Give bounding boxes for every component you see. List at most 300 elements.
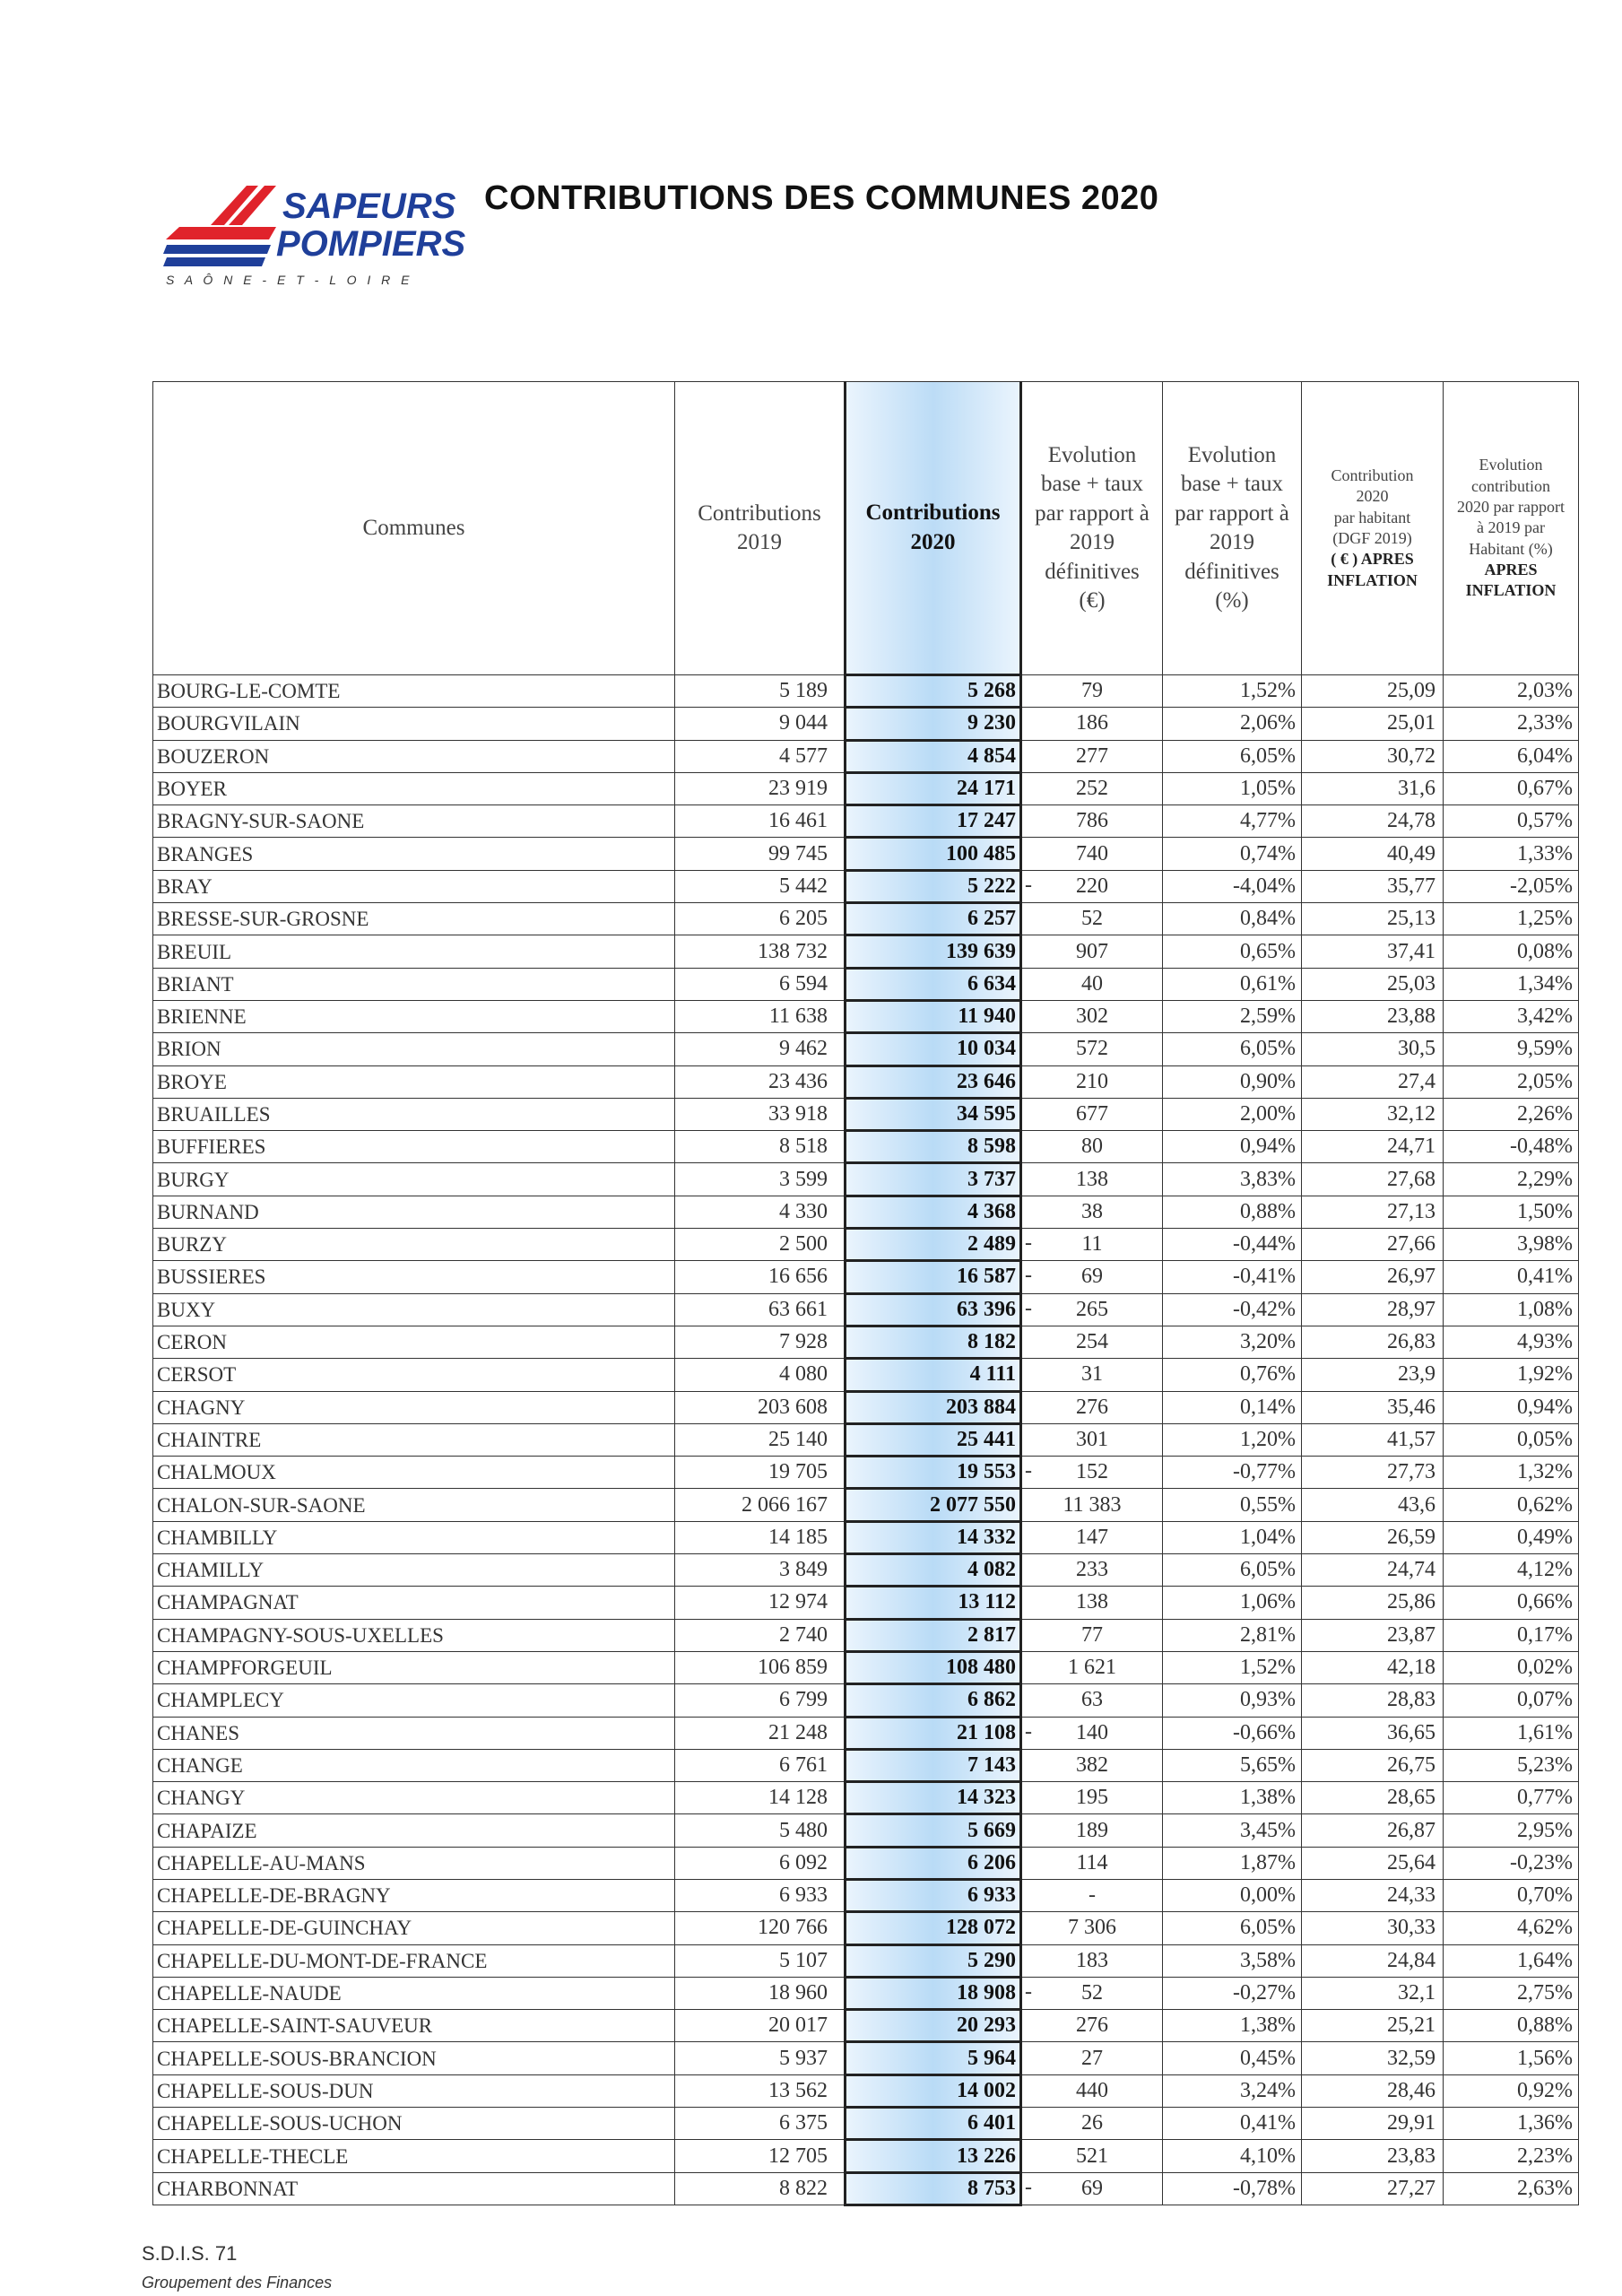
row-contribution-2020: 9 230 — [846, 708, 1021, 740]
row-contribution-par-habitant: 42,18 — [1302, 1651, 1444, 1683]
row-contribution-par-habitant: 43,6 — [1302, 1489, 1444, 1521]
row-contribution-par-habitant: 23,9 — [1302, 1359, 1444, 1391]
row-evolution-percent: 0,55% — [1163, 1489, 1302, 1521]
row-evolution-percent: 1,38% — [1163, 1782, 1302, 1814]
row-contribution-2020: 4 082 — [846, 1554, 1021, 1587]
row-contribution-par-habitant: 26,97 — [1302, 1261, 1444, 1293]
row-contribution-2019: 7 928 — [675, 1326, 846, 1358]
row-contribution-2020: 20 293 — [846, 2010, 1021, 2042]
row-evolution-euro — [1021, 1847, 1163, 1879]
table-row — [153, 1521, 1579, 1553]
row-commune-name: CHAMPFORGEUIL — [153, 1651, 675, 1683]
row-evolution-percent: 1,52% — [1163, 1651, 1302, 1683]
row-contribution-2019: 16 461 — [675, 805, 846, 838]
row-evolution-percent: 6,05% — [1163, 1033, 1302, 1065]
evolution-value: 69 — [1081, 2176, 1103, 2200]
row-contribution-2019: 9 044 — [675, 708, 846, 740]
row-contribution-par-habitant: 32,1 — [1302, 1977, 1444, 2009]
row-commune-name: BOURGVILAIN — [153, 708, 675, 740]
row-evolution-percent: 1,05% — [1163, 772, 1302, 804]
row-contribution-par-habitant: 40,49 — [1302, 838, 1444, 870]
table-row — [153, 968, 1579, 1000]
table-header-row — [153, 382, 1579, 675]
row-evolution-par-habitant: 1,25% — [1444, 903, 1579, 935]
row-commune-name: CHAMPAGNAT — [153, 1587, 675, 1619]
evolution-value: 265 — [1076, 1297, 1108, 1321]
row-contribution-2019: 4 577 — [675, 740, 846, 772]
evolution-value: 183 — [1076, 1948, 1108, 1972]
row-evolution-euro — [1021, 1065, 1163, 1098]
row-evolution-percent: -0,77% — [1163, 1457, 1302, 1489]
row-contribution-2020: 8 182 — [846, 1326, 1021, 1358]
row-evolution-par-habitant: 4,62% — [1444, 1912, 1579, 1944]
row-commune-name: CHANES — [153, 1717, 675, 1749]
logo-mark — [163, 186, 276, 266]
row-evolution-par-habitant: 2,29% — [1444, 1163, 1579, 1196]
row-contribution-par-habitant: 32,12 — [1302, 1098, 1444, 1130]
contributions-table — [152, 381, 1579, 2206]
row-contribution-2019: 5 442 — [675, 870, 846, 902]
row-contribution-2019: 2 066 167 — [675, 1489, 846, 1521]
table-row — [153, 2140, 1579, 2172]
row-evolution-percent: 1,06% — [1163, 1587, 1302, 1619]
row-evolution-euro — [1021, 1587, 1163, 1619]
evolution-value: 7 306 — [1068, 1916, 1116, 1940]
row-contribution-2020: 6 634 — [846, 968, 1021, 1000]
row-evolution-euro — [1021, 1651, 1163, 1683]
row-evolution-par-habitant: 5,23% — [1444, 1749, 1579, 1781]
row-evolution-percent: -4,04% — [1163, 870, 1302, 902]
row-contribution-2019: 14 128 — [675, 1782, 846, 1814]
row-commune-name: BRAY — [153, 870, 675, 902]
row-contribution-par-habitant: 32,59 — [1302, 2042, 1444, 2074]
table-row — [153, 1554, 1579, 1587]
row-contribution-2019: 18 960 — [675, 1977, 846, 2009]
row-evolution-euro — [1021, 1977, 1163, 2009]
row-evolution-euro — [1021, 740, 1163, 772]
evolution-value: 40 — [1081, 971, 1103, 996]
row-contribution-2020: 19 553 — [846, 1457, 1021, 1489]
table-row — [153, 1391, 1579, 1423]
row-evolution-euro — [1021, 2074, 1163, 2107]
evolution-value: 52 — [1081, 1981, 1103, 2005]
evolution-value: 52 — [1081, 907, 1103, 931]
row-evolution-percent: 0,14% — [1163, 1391, 1302, 1423]
row-evolution-par-habitant: -2,05% — [1444, 870, 1579, 902]
row-contribution-par-habitant: 24,84 — [1302, 1944, 1444, 1977]
evolution-value: 1 621 — [1068, 1656, 1116, 1680]
evolution-value: 152 — [1076, 1460, 1108, 1484]
row-contribution-2020: 16 587 — [846, 1261, 1021, 1293]
row-commune-name: BUFFIERES — [153, 1131, 675, 1163]
row-evolution-euro — [1021, 1131, 1163, 1163]
logo-text-dept: S A Ô N E - E T - L O I R E — [166, 273, 413, 287]
row-evolution-percent: 4,10% — [1163, 2140, 1302, 2172]
row-evolution-par-habitant: 0,41% — [1444, 1261, 1579, 1293]
row-evolution-euro — [1021, 805, 1163, 838]
row-contribution-2019: 63 661 — [675, 1293, 846, 1326]
evolution-value: 77 — [1081, 1622, 1103, 1647]
row-commune-name: BRIENNE — [153, 1000, 675, 1032]
row-evolution-euro — [1021, 935, 1163, 968]
row-commune-name: BURGY — [153, 1163, 675, 1196]
table-row — [153, 1782, 1579, 1814]
row-evolution-par-habitant: 0,17% — [1444, 1619, 1579, 1651]
row-contribution-2019: 11 638 — [675, 1000, 846, 1032]
row-commune-name: BRESSE-SUR-GROSNE — [153, 903, 675, 935]
row-contribution-par-habitant: 36,65 — [1302, 1717, 1444, 1749]
table-row — [153, 935, 1579, 968]
row-evolution-euro — [1021, 968, 1163, 1000]
evolution-value: 26 — [1081, 2111, 1103, 2135]
row-evolution-percent: -0,66% — [1163, 1717, 1302, 1749]
row-evolution-euro — [1021, 1944, 1163, 1977]
row-commune-name: CHAPELLE-DU-MONT-DE-FRANCE — [153, 1944, 675, 1977]
row-commune-name: BRUAILLES — [153, 1098, 675, 1130]
table-row — [153, 1196, 1579, 1228]
row-commune-name: CERSOT — [153, 1359, 675, 1391]
row-evolution-par-habitant: 1,33% — [1444, 838, 1579, 870]
negative-sign: - — [1025, 1296, 1032, 1320]
row-evolution-par-habitant: 1,34% — [1444, 968, 1579, 1000]
evolution-value: 138 — [1076, 1590, 1108, 1614]
row-contribution-2020: 203 884 — [846, 1391, 1021, 1423]
row-contribution-2020: 21 108 — [846, 1717, 1021, 1749]
row-contribution-par-habitant: 23,83 — [1302, 2140, 1444, 2172]
row-evolution-euro — [1021, 870, 1163, 902]
table-row — [153, 1000, 1579, 1032]
row-commune-name: CHAPELLE-SOUS-DUN — [153, 2074, 675, 2107]
row-evolution-par-habitant: 3,42% — [1444, 1000, 1579, 1032]
footer-organization: S.D.I.S. 71 — [142, 2242, 238, 2265]
row-evolution-euro — [1021, 1782, 1163, 1814]
table-row — [153, 838, 1579, 870]
table-row — [153, 1489, 1579, 1521]
table-row — [153, 1944, 1579, 1977]
row-contribution-2020: 10 034 — [846, 1033, 1021, 1065]
row-contribution-par-habitant: 37,41 — [1302, 935, 1444, 968]
row-contribution-2019: 21 248 — [675, 1717, 846, 1749]
row-contribution-par-habitant: 25,09 — [1302, 675, 1444, 708]
row-commune-name: CHAPELLE-SOUS-BRANCION — [153, 2042, 675, 2074]
row-evolution-percent: 3,83% — [1163, 1163, 1302, 1196]
row-contribution-2019: 120 766 — [675, 1912, 846, 1944]
row-evolution-par-habitant: 0,67% — [1444, 772, 1579, 804]
row-evolution-percent: 1,04% — [1163, 1521, 1302, 1553]
row-contribution-2020: 8 753 — [846, 2172, 1021, 2205]
row-evolution-par-habitant: 2,26% — [1444, 1098, 1579, 1130]
row-contribution-2019: 9 462 — [675, 1033, 846, 1065]
row-contribution-par-habitant: 25,01 — [1302, 708, 1444, 740]
table-row — [153, 1814, 1579, 1847]
row-evolution-par-habitant: -0,23% — [1444, 1847, 1579, 1879]
table-row — [153, 2042, 1579, 2074]
table-row — [153, 1326, 1579, 1358]
evolution-value: 147 — [1076, 1525, 1108, 1549]
evolution-value: 63 — [1081, 1688, 1103, 1712]
row-evolution-par-habitant: 1,50% — [1444, 1196, 1579, 1228]
row-evolution-euro — [1021, 772, 1163, 804]
row-commune-name: CHANGY — [153, 1782, 675, 1814]
row-evolution-percent: 2,81% — [1163, 1619, 1302, 1651]
negative-sign: - — [1025, 1264, 1032, 1288]
row-evolution-par-habitant: 0,92% — [1444, 2074, 1579, 2107]
row-contribution-2020: 2 817 — [846, 1619, 1021, 1651]
row-contribution-2020: 100 485 — [846, 838, 1021, 870]
row-evolution-par-habitant: 1,32% — [1444, 1457, 1579, 1489]
row-evolution-euro — [1021, 1717, 1163, 1749]
row-evolution-percent: 0,76% — [1163, 1359, 1302, 1391]
row-commune-name: CHANGE — [153, 1749, 675, 1781]
row-evolution-par-habitant: 0,77% — [1444, 1782, 1579, 1814]
row-contribution-par-habitant: 28,65 — [1302, 1782, 1444, 1814]
row-contribution-2020: 24 171 — [846, 772, 1021, 804]
row-evolution-euro — [1021, 1359, 1163, 1391]
row-contribution-2019: 4 330 — [675, 1196, 846, 1228]
row-commune-name: BUXY — [153, 1293, 675, 1326]
row-commune-name: BREUIL — [153, 935, 675, 968]
row-contribution-2019: 14 185 — [675, 1521, 846, 1553]
row-contribution-2020: 128 072 — [846, 1912, 1021, 1944]
row-contribution-par-habitant: 26,83 — [1302, 1326, 1444, 1358]
evolution-value: 677 — [1076, 1102, 1108, 1126]
evolution-value: 382 — [1076, 1752, 1108, 1777]
row-evolution-percent: -0,27% — [1163, 1977, 1302, 2009]
row-evolution-par-habitant: 1,64% — [1444, 1944, 1579, 1977]
row-evolution-euro — [1021, 1684, 1163, 1717]
row-contribution-2020: 25 441 — [846, 1423, 1021, 1456]
row-evolution-par-habitant: 4,93% — [1444, 1326, 1579, 1358]
row-contribution-2019: 2 740 — [675, 1619, 846, 1651]
row-contribution-par-habitant: 25,03 — [1302, 968, 1444, 1000]
row-contribution-2019: 33 918 — [675, 1098, 846, 1130]
row-evolution-percent: 2,00% — [1163, 1098, 1302, 1130]
row-commune-name: CHAPELLE-DE-BRAGNY — [153, 1879, 675, 1911]
row-commune-name: CHARBONNAT — [153, 2172, 675, 2205]
evolution-value: 301 — [1076, 1427, 1108, 1451]
table-row — [153, 1423, 1579, 1456]
row-contribution-par-habitant: 31,6 — [1302, 772, 1444, 804]
row-evolution-percent: 6,05% — [1163, 1912, 1302, 1944]
evolution-value: 31 — [1081, 1362, 1103, 1387]
row-contribution-2019: 3 599 — [675, 1163, 846, 1196]
row-evolution-par-habitant: 6,04% — [1444, 740, 1579, 772]
row-contribution-par-habitant: 23,87 — [1302, 1619, 1444, 1651]
row-commune-name: CHAMPLECY — [153, 1684, 675, 1717]
table-row — [153, 870, 1579, 902]
row-evolution-percent: 5,65% — [1163, 1749, 1302, 1781]
row-evolution-euro — [1021, 1261, 1163, 1293]
row-contribution-par-habitant: 27,73 — [1302, 1457, 1444, 1489]
row-contribution-2020: 5 669 — [846, 1814, 1021, 1847]
row-evolution-par-habitant: 0,08% — [1444, 935, 1579, 968]
row-commune-name: CHAPELLE-DE-GUINCHAY — [153, 1912, 675, 1944]
evolution-value: 786 — [1076, 809, 1108, 833]
row-contribution-2019: 106 859 — [675, 1651, 846, 1683]
row-evolution-euro — [1021, 2140, 1163, 2172]
table-row — [153, 2074, 1579, 2107]
row-contribution-par-habitant: 24,78 — [1302, 805, 1444, 838]
row-evolution-percent: 0,90% — [1163, 1065, 1302, 1098]
row-evolution-par-habitant: 0,66% — [1444, 1587, 1579, 1619]
row-commune-name: CHAPELLE-THECLE — [153, 2140, 675, 2172]
row-contribution-2019: 23 436 — [675, 1065, 846, 1098]
row-contribution-2020: 6 257 — [846, 903, 1021, 935]
row-commune-name: BRANGES — [153, 838, 675, 870]
row-evolution-par-habitant: 1,36% — [1444, 2108, 1579, 2140]
row-commune-name: BRION — [153, 1033, 675, 1065]
row-commune-name: BOYER — [153, 772, 675, 804]
row-contribution-2020: 8 598 — [846, 1131, 1021, 1163]
table-row — [153, 1359, 1579, 1391]
col-header-evolution-euro: Evolution base + taux par rapport à 2019 définitives (€) — [1021, 382, 1163, 675]
row-contribution-2020: 4 111 — [846, 1359, 1021, 1391]
table-row — [153, 2108, 1579, 2140]
row-contribution-par-habitant: 26,75 — [1302, 1749, 1444, 1781]
table-row — [153, 1912, 1579, 1944]
row-contribution-par-habitant: 27,68 — [1302, 1163, 1444, 1196]
row-evolution-euro — [1021, 1814, 1163, 1847]
row-contribution-par-habitant: 27,66 — [1302, 1229, 1444, 1261]
row-contribution-2020: 6 401 — [846, 2108, 1021, 2140]
row-contribution-par-habitant: 25,13 — [1302, 903, 1444, 935]
row-evolution-par-habitant: 0,57% — [1444, 805, 1579, 838]
row-evolution-percent: 0,61% — [1163, 968, 1302, 1000]
row-contribution-2020: 2 077 550 — [846, 1489, 1021, 1521]
row-evolution-percent: 1,87% — [1163, 1847, 1302, 1879]
table-row — [153, 1033, 1579, 1065]
row-evolution-par-habitant: 2,23% — [1444, 2140, 1579, 2172]
row-contribution-par-habitant: 26,59 — [1302, 1521, 1444, 1553]
row-evolution-euro — [1021, 1554, 1163, 1587]
row-evolution-euro — [1021, 2108, 1163, 2140]
row-contribution-2019: 16 656 — [675, 1261, 846, 1293]
row-contribution-par-habitant: 24,71 — [1302, 1131, 1444, 1163]
row-commune-name: CHALON-SUR-SAONE — [153, 1489, 675, 1521]
row-evolution-percent: 1,52% — [1163, 675, 1302, 708]
row-evolution-par-habitant: 0,70% — [1444, 1879, 1579, 1911]
row-contribution-2019: 6 205 — [675, 903, 846, 935]
table-row — [153, 1293, 1579, 1326]
row-commune-name: BURNAND — [153, 1196, 675, 1228]
evolution-value: 114 — [1076, 1850, 1108, 1874]
page-title: CONTRIBUTIONS DES COMMUNES 2020 — [484, 179, 1159, 217]
table-row — [153, 1619, 1579, 1651]
row-evolution-percent: 0,94% — [1163, 1131, 1302, 1163]
row-contribution-2020: 5 222 — [846, 870, 1021, 902]
row-contribution-2019: 25 140 — [675, 1423, 846, 1456]
row-contribution-2020: 6 862 — [846, 1684, 1021, 1717]
row-contribution-2020: 63 396 — [846, 1293, 1021, 1326]
row-evolution-percent: -0,42% — [1163, 1293, 1302, 1326]
col-header-evolution-par-habitant: Evolution contribution 2020 par rapport à 2019 par Habitant (%) APRES INFLATION — [1444, 382, 1579, 675]
row-evolution-percent: 0,65% — [1163, 935, 1302, 968]
row-contribution-2019: 2 500 — [675, 1229, 846, 1261]
row-contribution-par-habitant: 25,21 — [1302, 2010, 1444, 2042]
row-evolution-euro — [1021, 708, 1163, 740]
evolution-value: 740 — [1076, 841, 1108, 865]
row-contribution-2019: 6 594 — [675, 968, 846, 1000]
table-row — [153, 1457, 1579, 1489]
row-contribution-2019: 12 974 — [675, 1587, 846, 1619]
row-commune-name: CERON — [153, 1326, 675, 1358]
sapeurs-pompiers-logo — [161, 184, 466, 287]
row-contribution-2020: 6 206 — [846, 1847, 1021, 1879]
row-contribution-2019: 4 080 — [675, 1359, 846, 1391]
row-evolution-euro — [1021, 1489, 1163, 1521]
row-evolution-euro — [1021, 838, 1163, 870]
row-contribution-2019: 20 017 — [675, 2010, 846, 2042]
evolution-value: 440 — [1076, 2078, 1108, 2102]
col-header-communes: Communes — [153, 382, 675, 675]
row-contribution-par-habitant: 28,46 — [1302, 2074, 1444, 2107]
row-contribution-2020: 13 226 — [846, 2140, 1021, 2172]
table-row — [153, 1977, 1579, 2009]
row-commune-name: CHAPELLE-SOUS-UCHON — [153, 2108, 675, 2140]
row-evolution-percent: 2,59% — [1163, 1000, 1302, 1032]
negative-sign: - — [1025, 1459, 1032, 1483]
row-evolution-percent: 0,00% — [1163, 1879, 1302, 1911]
row-contribution-2019: 5 937 — [675, 2042, 846, 2074]
row-contribution-2020: 4 368 — [846, 1196, 1021, 1228]
col-header-contributions-2020: Contributions 2020 — [846, 382, 1021, 675]
row-contribution-2020: 34 595 — [846, 1098, 1021, 1130]
row-evolution-par-habitant: 1,61% — [1444, 1717, 1579, 1749]
row-contribution-2020: 108 480 — [846, 1651, 1021, 1683]
row-evolution-percent: 6,05% — [1163, 1554, 1302, 1587]
table-body — [153, 675, 1579, 2205]
table-row — [153, 1065, 1579, 1098]
row-contribution-par-habitant: 27,13 — [1302, 1196, 1444, 1228]
table-row — [153, 675, 1579, 708]
row-evolution-par-habitant: 9,59% — [1444, 1033, 1579, 1065]
row-contribution-par-habitant: 30,5 — [1302, 1033, 1444, 1065]
row-contribution-par-habitant: 27,27 — [1302, 2172, 1444, 2205]
row-contribution-par-habitant: 27,4 — [1302, 1065, 1444, 1098]
row-evolution-euro — [1021, 1163, 1163, 1196]
row-commune-name: CHAPELLE-AU-MANS — [153, 1847, 675, 1879]
col-header-evolution-percent: Evolution base + taux par rapport à 2019 définitives (%) — [1163, 382, 1302, 675]
row-contribution-2020: 3 737 — [846, 1163, 1021, 1196]
table-row — [153, 708, 1579, 740]
negative-sign: - — [1025, 873, 1032, 897]
row-contribution-2019: 6 375 — [675, 2108, 846, 2140]
row-contribution-2020: 5 268 — [846, 675, 1021, 708]
row-commune-name: CHAPELLE-NAUDE — [153, 1977, 675, 2009]
evolution-value: 572 — [1076, 1037, 1108, 1061]
table-row — [153, 1163, 1579, 1196]
row-evolution-euro — [1021, 1423, 1163, 1456]
row-commune-name: CHAGNY — [153, 1391, 675, 1423]
row-evolution-euro — [1021, 2010, 1163, 2042]
negative-sign: - — [1025, 1979, 1032, 2004]
table-row — [153, 1261, 1579, 1293]
row-commune-name: BOURG-LE-COMTE — [153, 675, 675, 708]
row-evolution-euro — [1021, 1879, 1163, 1911]
evolution-value: 195 — [1076, 1786, 1108, 1810]
row-evolution-percent: 3,58% — [1163, 1944, 1302, 1977]
row-contribution-2019: 6 761 — [675, 1749, 846, 1781]
row-evolution-percent: 4,77% — [1163, 805, 1302, 838]
row-evolution-par-habitant: 2,33% — [1444, 708, 1579, 740]
row-evolution-euro — [1021, 1619, 1163, 1651]
evolution-value: 79 — [1081, 679, 1103, 703]
row-commune-name: CHALMOUX — [153, 1457, 675, 1489]
row-contribution-2019: 5 189 — [675, 675, 846, 708]
row-evolution-euro — [1021, 1293, 1163, 1326]
row-contribution-par-habitant: 26,87 — [1302, 1814, 1444, 1847]
row-contribution-par-habitant: 24,33 — [1302, 1879, 1444, 1911]
